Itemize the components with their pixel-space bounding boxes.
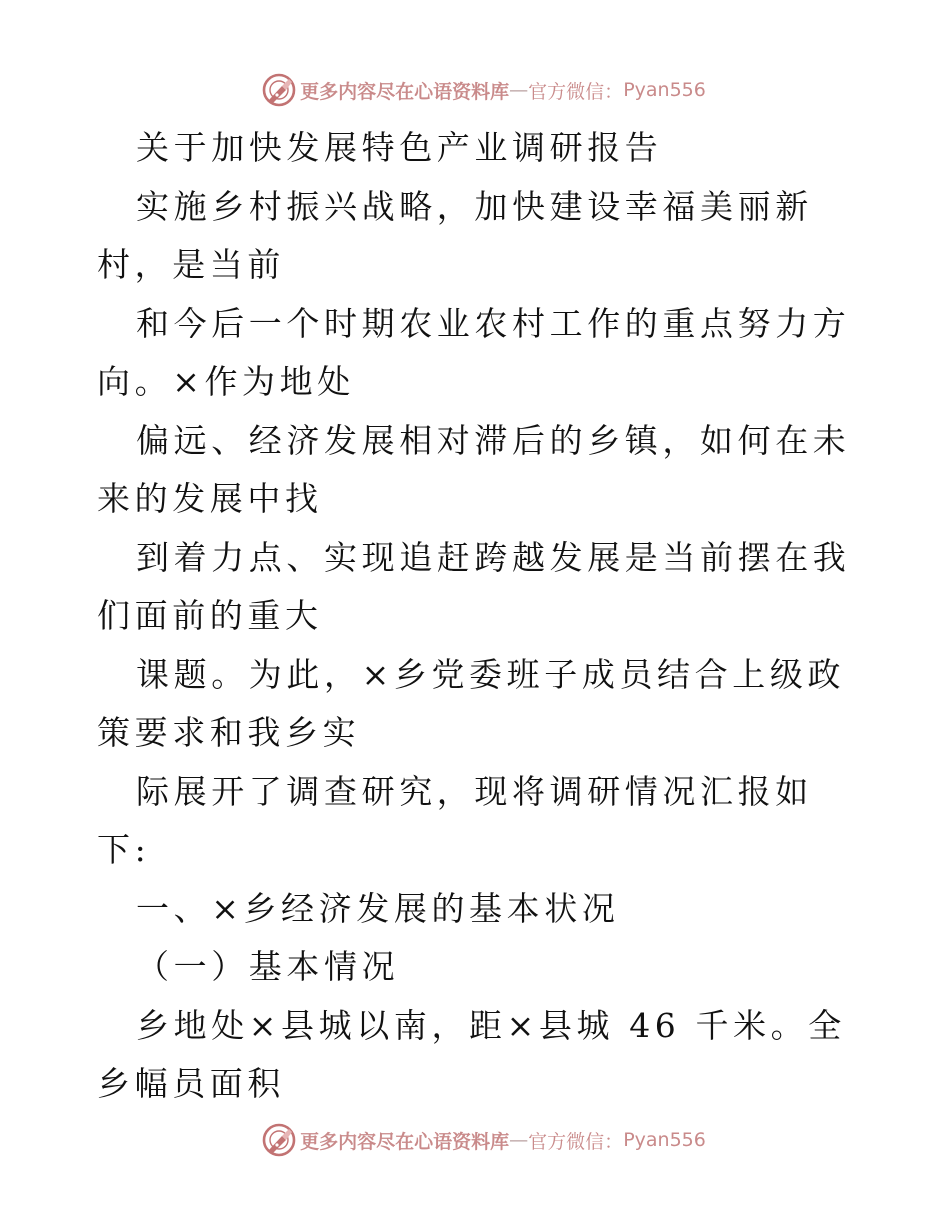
footer-watermark bbox=[0, 1120, 950, 1160]
watermark-wechat-id: Pyan556 bbox=[623, 1129, 706, 1151]
watermark-separator: — bbox=[509, 79, 529, 101]
header-watermark bbox=[0, 70, 950, 110]
watermark-site-text: 更多内容尽在心语资料库 bbox=[300, 80, 510, 103]
document-body bbox=[97, 119, 857, 1114]
document-title: 关于加快发展特色产业调研报告 bbox=[136, 128, 663, 167]
section-heading: 一、×乡经济发展的基本状况 bbox=[136, 888, 620, 928]
watermark-site-text: 更多内容尽在心语资料库 bbox=[300, 1130, 510, 1153]
watermark-group bbox=[262, 73, 706, 107]
paragraph-line: 乡地处×县城以南，距×县城 46 千米。全乡幅员面积 bbox=[97, 1005, 846, 1103]
paragraph-line: 实施乡村振兴战略，加快建设幸福美丽新村，是当前 bbox=[97, 186, 813, 284]
watermark-separator: — bbox=[509, 1129, 529, 1151]
watermark-group bbox=[262, 1123, 706, 1157]
watermark-wechat-label: 官方微信： bbox=[528, 80, 624, 103]
paragraph-line: 到着力点、实现追赶跨越发展是当前摆在我们面前的重大 bbox=[97, 537, 851, 635]
paragraph-line: 际展开了调查研究，现将调研情况汇报如下: bbox=[97, 771, 813, 869]
paragraph-line: 和今后一个时期农业农村工作的重点努力方向。×作为地处 bbox=[97, 303, 851, 401]
paragraph-line: 课题。为此，×乡党委班子成员结合上级政策要求和我乡实 bbox=[97, 654, 846, 752]
subsection-heading: （一）基本情况 bbox=[136, 947, 400, 986]
pen-nib-logo-icon bbox=[262, 1123, 296, 1157]
paragraph-line: 偏远、经济发展相对滞后的乡镇，如何在未来的发展中找 bbox=[97, 420, 851, 518]
watermark-wechat-label: 官方微信： bbox=[528, 1130, 624, 1153]
pen-nib-logo-icon bbox=[262, 73, 296, 107]
watermark-wechat-id: Pyan556 bbox=[623, 79, 706, 101]
